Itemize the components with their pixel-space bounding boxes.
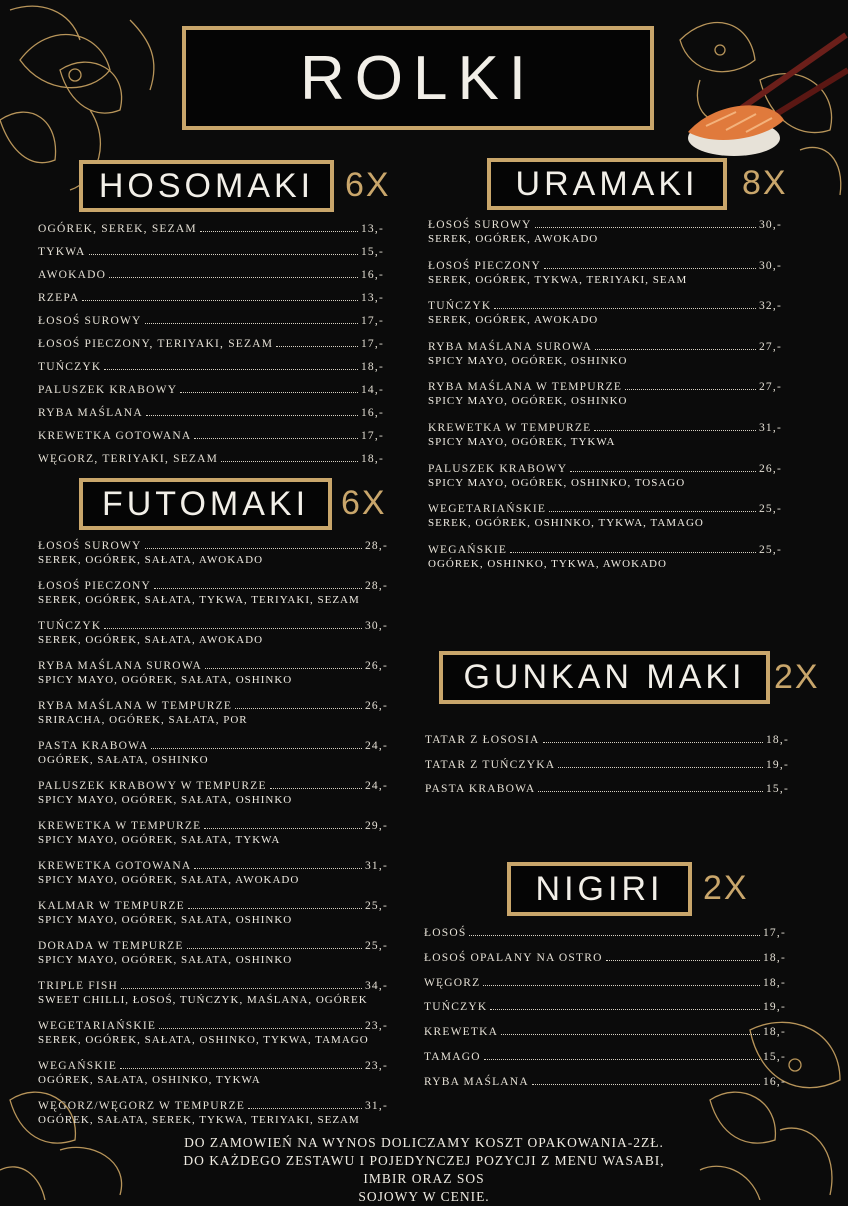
dot-leader [270,779,362,789]
menu-item-row [38,383,384,398]
menu-item-name: WEGAŃSKIE [38,1060,118,1072]
menu-item-name: RYBA MAŚLANA SUROWA [428,340,593,353]
menu-item-name: WEGETARIAŃSKIE [38,1020,157,1032]
menu-item-price: 27,- [758,340,782,353]
gunkan-count: 2X [774,658,820,696]
menu-item-name: PALUSZEK KRABOWY W TEMPURZE [38,780,267,792]
menu-item-price: 13,- [360,223,384,235]
dot-leader [276,337,358,347]
dot-leader [194,429,358,439]
menu-item-row [424,951,786,966]
dot-leader [221,452,358,462]
menu-item-name: WĘGORZ [424,976,481,989]
dot-leader [558,758,763,768]
menu-item [38,779,388,808]
dot-leader [145,314,358,324]
menu-item-description: SPICY MAYO, OGÓREK, SAŁATA, OSHINKO [38,954,293,966]
menu-item-name: TRIPLE FISH [38,980,118,992]
menu-item [38,619,388,648]
footer-line-2: DO KAŻDEGO ZESTAWU I POJEDYNCZEJ POZYCJI Z MENU WASABI, IMBIR ORAZ SOS [183,1153,665,1186]
menu-item-description: OGÓREK, SAŁATA, OSHINKO [38,754,209,766]
dot-leader [194,859,362,869]
menu-item [38,539,388,568]
menu-item [428,380,782,409]
menu-item-description: SPICY MAYO, OGÓREK, SAŁATA, OSHINKO [38,914,293,926]
menu-item-row [428,543,782,558]
menu-item-price: 17,- [360,315,384,327]
menu-item-row [38,619,388,634]
menu-item-row [38,222,384,237]
menu-item-name: PASTA KRABOWA [38,740,149,752]
menu-item-name: PALUSZEK KRABOWY [428,462,568,475]
menu-item-row [38,452,384,467]
menu-item-row [428,502,782,517]
menu-item-row [424,1025,786,1040]
menu-item-row [38,939,388,954]
menu-item-name: KREWETKA [424,1026,499,1039]
dot-leader [549,502,756,512]
menu-item [38,739,388,768]
menu-item-name: TUŃCZYK [428,300,492,313]
dot-leader [104,619,362,629]
menu-item-row [424,926,786,941]
dot-leader [469,926,760,936]
dot-leader [483,976,760,986]
futomaki-heading: FUTOMAKI [79,478,332,530]
dot-leader [120,1059,362,1069]
dot-leader [510,543,756,553]
menu-item-description: SPICY MAYO, OGÓREK, OSHINKO, TOSAGO [428,476,686,489]
dot-leader [151,739,362,749]
dot-leader [159,1019,362,1029]
menu-item-price: 27,- [758,381,782,394]
menu-item-row [428,421,782,436]
menu-item-price: 25,- [758,543,782,556]
menu-item-price: 17,- [360,338,384,350]
menu-item-description: SPICY MAYO, OGÓREK, SAŁATA, TYKWA [38,834,281,846]
menu-item-price: 17,- [360,430,384,442]
dot-leader [89,245,358,255]
menu-item [425,758,789,773]
menu-item-description: SEREK, OGÓREK, TYKWA, TERIYAKI, SEAM [428,273,688,286]
menu-item-name: TYKWA [38,246,86,258]
menu-item-price: 19,- [762,1001,786,1014]
menu-item-description: OGÓREK, SAŁATA, OSHINKO, TYKWA [38,1074,261,1086]
menu-item [428,543,782,572]
dot-leader [188,899,362,909]
menu-item-price: 15,- [762,1051,786,1063]
menu-item-price: 30,- [364,620,388,632]
menu-item-row [38,739,388,754]
menu-item [428,421,782,450]
menu-item-row [425,782,789,797]
menu-item-price: 28,- [364,540,388,552]
menu-item [38,291,384,306]
menu-item-name: RYBA MAŚLANA SUROWA [38,660,203,672]
menu-item-description: SPICY MAYO, OGÓREK, SAŁATA, AWOKADO [38,874,300,886]
menu-item-price: 18,- [762,951,786,964]
menu-item-description: SRIRACHA, OGÓREK, SAŁATA, POR [38,714,248,726]
menu-item-price: 30,- [758,259,782,272]
menu-item-name: KREWETKA W TEMPURZE [428,422,592,434]
menu-item-price: 23,- [364,1020,388,1032]
futomaki-count: 6X [341,484,387,522]
menu-item [424,1025,786,1040]
footer-note [160,1134,688,1206]
dot-leader [595,340,756,350]
menu-item-row [38,699,388,714]
menu-item-name: KREWETKA GOTOWANA [38,860,192,872]
menu-item [424,951,786,966]
menu-item-price: 26,- [364,660,388,672]
menu-item-name: ŁOSOŚ SUROWY [38,315,142,327]
menu-item-description: SPICY MAYO, OGÓREK, SAŁATA, OSHINKO [38,794,293,806]
menu-item-price: 26,- [364,700,388,712]
menu-item-name: RYBA MAŚLANA W TEMPURZE [428,381,623,394]
menu-item-name: PASTA KRABOWA [425,783,536,795]
menu-item-row [424,976,786,991]
dot-leader [180,383,358,393]
menu-item-name: KALMAR W TEMPURZE [38,900,185,912]
menu-item-name: OGÓREK, SEREK, SEZAM [38,223,197,235]
menu-item-name: AWOKADO [38,269,107,281]
menu-item [428,218,782,247]
menu-item-price: 18,- [765,734,789,746]
menu-item-description: SEREK, OGÓREK, AWOKADO [428,314,599,327]
chopsticks-nigiri-icon [676,30,848,160]
uramaki-heading: URAMAKI [487,158,727,210]
menu-item-row [38,539,388,554]
menu-item-row [38,360,384,375]
menu-item [38,1099,388,1128]
dot-leader [501,1025,760,1035]
menu-item-row [38,337,384,352]
menu-item-description: OGÓREK, SAŁATA, SEREK, TYKWA, TERIYAKI, SEZAM [38,1114,360,1126]
nigiri-count: 2X [703,869,749,907]
menu-item-name: ŁOSOŚ PIECZONY [38,580,151,592]
menu-item-description: SEREK, OGÓREK, OSHINKO, TYKWA, TAMAGO [428,517,704,530]
hosomaki-count: 6X [345,166,391,204]
menu-item [38,659,388,688]
menu-item-name: TUŃCZYK [424,1001,488,1014]
menu-item-row [38,268,384,283]
dot-leader [82,291,358,301]
menu-item-description: SPICY MAYO, OGÓREK, OSHINKO [428,395,628,408]
menu-item-row [38,579,388,594]
menu-item-price: 18,- [360,453,384,465]
menu-item-name: WEGETARIAŃSKIE [428,503,547,516]
dot-leader [594,421,756,431]
menu-item-row [428,259,782,274]
gunkan-heading: GUNKAN MAKI [439,651,770,704]
menu-item-price: 15,- [360,246,384,258]
menu-item-name: TUŃCZYK [38,620,102,632]
menu-item [38,939,388,968]
menu-item-row [424,1000,786,1015]
menu-item-row [38,859,388,874]
dot-leader [200,222,358,232]
menu-item-row [38,779,388,794]
menu-item-name: TAMAGO [424,1051,481,1063]
menu-item [428,462,782,491]
dot-leader [187,939,362,949]
menu-item-description: SPICY MAYO, OGÓREK, TYKWA [428,436,616,448]
menu-item-price: 30,- [758,219,782,231]
menu-item-price: 17,- [762,927,786,939]
menu-item-price: 31,- [364,1100,388,1112]
menu-item-description: SEREK, OGÓREK, SAŁATA, TYKWA, TERIYAKI, SEZAM [38,594,360,606]
menu-item-description: SWEET CHILLI, ŁOSOŚ, TUŃCZYK, MAŚLANA, OGÓREK [38,994,368,1006]
menu-item-name: RYBA MAŚLANA [424,1075,529,1088]
menu-item-name: ŁOSOŚ PIECZONY, TERIYAKI, SEZAM [38,338,274,350]
menu-item-name: WĘGORZ/WĘGORZ W TEMPURZE [38,1100,246,1112]
menu-item-price: 16,- [360,269,384,281]
dot-leader [154,579,362,589]
menu-item [38,819,388,848]
dot-leader [205,659,362,669]
menu-item-price: 34,- [364,980,388,992]
menu-item-row [38,1099,388,1114]
menu-item [428,340,782,369]
menu-item-price: 31,- [758,422,782,434]
menu-item-name: ŁOSOŚ [424,927,467,939]
menu-item [428,299,782,328]
menu-item [425,733,789,748]
menu-item-description: OGÓREK, OSHINKO, TYKWA, AWOKADO [428,557,667,570]
menu-item-price: 19,- [765,758,789,771]
menu-item-name: KREWETKA W TEMPURZE [38,820,202,832]
menu-item-price: 32,- [758,300,782,313]
menu-item [38,268,384,283]
menu-item [38,360,384,375]
menu-item [424,976,786,991]
menu-item-name: TATAR Z TUŃCZYKA [425,758,556,771]
menu-item-description: SPICY MAYO, OGÓREK, OSHINKO [428,354,628,367]
menu-item-row [38,429,384,444]
menu-item-name: ŁOSOŚ PIECZONY [428,259,541,272]
menu-item-description: SEREK, OGÓREK, SAŁATA, AWOKADO [38,634,264,646]
menu-item [38,314,384,329]
menu-item-description: SEREK, OGÓREK, SAŁATA, AWOKADO [38,554,264,566]
menu-item-name: RYBA MAŚLANA W TEMPURZE [38,700,233,712]
menu-item-row [38,899,388,914]
menu-item-price: 26,- [758,462,782,475]
menu-item [38,1059,388,1088]
menu-item [38,979,388,1008]
menu-item-price: 24,- [364,780,388,792]
menu-item-row [38,1059,388,1074]
menu-item-row [38,979,388,994]
menu-item-row [38,1019,388,1034]
menu-item-price: 13,- [360,292,384,304]
menu-item-name: ŁOSOŚ SUROWY [428,219,532,231]
menu-item-price: 25,- [364,900,388,912]
dot-leader [109,268,358,278]
dot-leader [494,299,756,309]
menu-item-price: 18,- [360,361,384,373]
footer-line-3: SOJOWY W CENIE. [358,1189,490,1204]
menu-item [38,859,388,888]
menu-item-price: 31,- [364,860,388,872]
menu-item [38,1019,388,1048]
footer-line-1: DO ZAMOWIEŃ NA WYNOS DOLICZAMY KOSZT OPAKOWANIA-2ZŁ. [184,1135,664,1150]
menu-item [424,1000,786,1015]
dot-leader [535,218,756,228]
dot-leader [490,1000,760,1010]
menu-item-price: 24,- [364,740,388,752]
uramaki-count: 8X [742,164,788,202]
dot-leader [532,1075,760,1085]
menu-item [428,259,782,288]
menu-item-description: SEREK, OGÓREK, AWOKADO [428,233,599,245]
menu-item-row [425,758,789,773]
dot-leader [104,360,358,370]
menu-item-name: DORADA W TEMPURZE [38,940,184,952]
dot-leader [248,1099,362,1109]
dot-leader [570,462,756,472]
menu-item [38,429,384,444]
menu-item [38,337,384,352]
menu-item-name: RZEPA [38,292,80,304]
menu-item-price: 23,- [364,1060,388,1072]
hosomaki-heading: HOSOMAKI [79,160,334,212]
menu-item-price: 25,- [364,940,388,952]
dot-leader [121,979,362,989]
menu-item-price: 28,- [364,580,388,592]
menu-item [38,383,384,398]
menu-item [38,222,384,237]
menu-item [38,452,384,467]
menu-item-price: 14,- [360,384,384,396]
dot-leader [484,1050,760,1060]
menu-item [428,502,782,531]
dot-leader [544,259,756,269]
page-title: ROLKI [182,26,654,130]
menu-item-row [424,1050,786,1065]
menu-item-price: 18,- [762,1026,786,1039]
menu-item-row [38,314,384,329]
menu-item-row [424,1075,786,1090]
menu-item [38,245,384,260]
menu-item-price: 16,- [360,407,384,419]
menu-item-name: TATAR Z ŁOSOSIA [425,734,540,746]
menu-item [38,699,388,728]
menu-item-name: WEGAŃSKIE [428,543,508,556]
menu-item-row [38,291,384,306]
menu-item-name: ŁOSOŚ OPALANY NA OSTRO [424,951,603,964]
menu-item-name: PALUSZEK KRABOWY [38,384,178,396]
menu-item [424,1075,786,1090]
dot-leader [145,539,362,549]
dot-leader [625,380,756,390]
menu-item-row [428,462,782,477]
menu-item-price: 16,- [762,1075,786,1088]
menu-item-description: SPICY MAYO, OGÓREK, SAŁATA, OSHINKO [38,674,293,686]
menu-item [38,406,384,421]
menu-item-row [428,299,782,314]
menu-item-price: 29,- [364,820,388,832]
menu-item [38,579,388,608]
dot-leader [146,406,358,416]
menu-item-price: 25,- [758,503,782,516]
menu-item-description: SEREK, OGÓREK, SAŁATA, OSHINKO, TYKWA, TAMAGO [38,1034,369,1046]
menu-item-row [425,733,789,748]
menu-item-row [38,819,388,834]
menu-item-row [38,245,384,260]
dot-leader [543,733,763,743]
menu-item-row [428,380,782,395]
menu-item-name: WĘGORZ, TERIYAKI, SEZAM [38,453,219,465]
menu-item-price: 15,- [765,783,789,795]
menu-item-row [428,340,782,355]
dot-leader [204,819,362,829]
menu-item-name: ŁOSOŚ SUROWY [38,540,142,552]
menu-item-name: RYBA MAŚLANA [38,407,143,419]
menu-item-name: TUŃCZYK [38,361,102,373]
menu-item-row [38,659,388,674]
menu-item-row [38,406,384,421]
menu-item-name: KREWETKA GOTOWANA [38,430,192,442]
nigiri-heading: NIGIRI [507,862,692,916]
dot-leader [606,951,760,961]
menu-item [425,782,789,797]
menu-item-price: 18,- [762,976,786,989]
dot-leader [538,782,763,792]
menu-item-row [428,218,782,233]
menu-item [424,1050,786,1065]
menu-item [38,899,388,928]
menu-item [424,926,786,941]
dot-leader [235,699,362,709]
